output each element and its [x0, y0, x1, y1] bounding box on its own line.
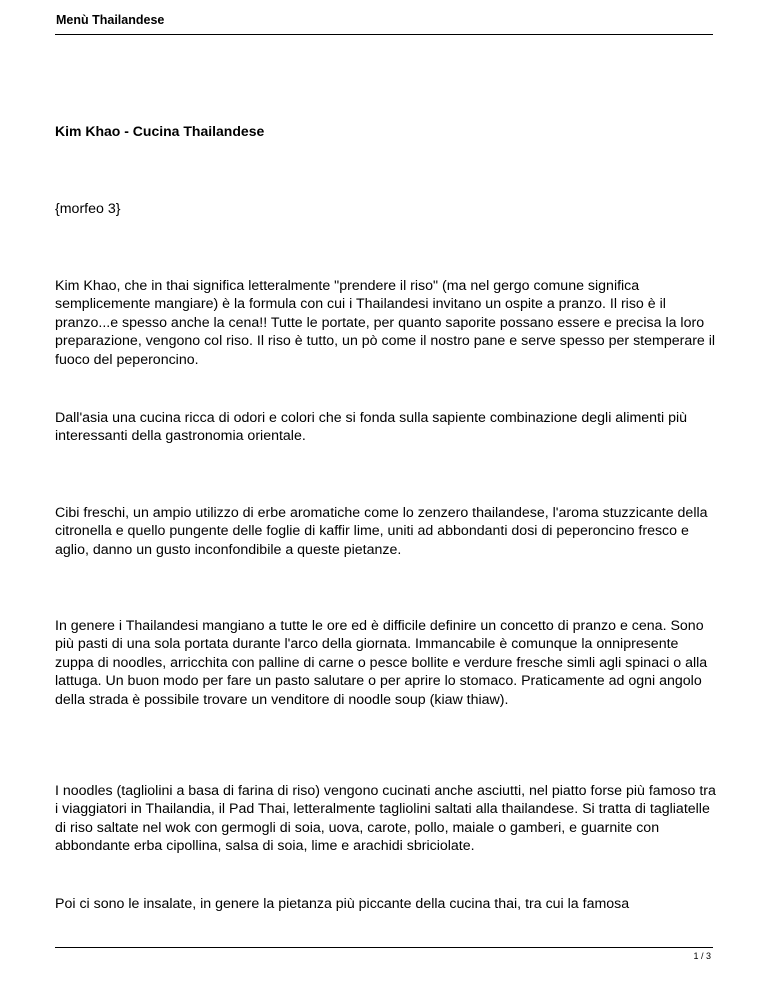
- header-divider: [55, 34, 713, 35]
- document-title: Kim Khao - Cucina Thailandese: [55, 123, 265, 139]
- footer-divider: [55, 947, 713, 948]
- running-header-title: Menù Thailandese: [56, 13, 165, 27]
- paragraph-3: Cibi freschi, un ampio utilizzo di erbe aromatiche come lo zenzero thailandese, l'aroma stuzzicante della citronella e quello pungente delle foglie di kaffir lime, uniti ad abbondanti dosi di peperoncino fresco e aglio, danno un gusto inconfondibile a queste pietanze.: [55, 505, 708, 558]
- paragraph-5: I noodles (tagliolini a basa di farina di riso) vengono cucinati anche asciutti, nel piatto forse più famoso tra i viaggiatori in Thailandia, il Pad Thai, letteralmente tagliolini saltati alla thailandese. Si tratta di tagliatelle di riso saltate nel wok con germogli di soia, uova, carote, pollo, maiale o gamberi, e guarnite con abbondante erba cipollina, salsa di soia, lime e arachidi sbriciolate.: [55, 783, 716, 855]
- page-number: 1 / 3: [693, 951, 711, 961]
- paragraph-1: Kim Khao, che in thai significa letteralmente "prendere il riso" (ma nel gergo comune significa semplicemente mangiare) è la formula con cui i Thailandesi invitano un ospite a pranzo. Il riso è il pranzo...e spesso anche la cena!! Tutte le portate, per quanto saporite possano essere e precisa la loro preparazione, vengono col riso. Il riso è tutto, un pò come il nostro pane e serve spesso per stemperare il fuoco del peperoncino.: [55, 278, 716, 368]
- paragraph-2: Dall'asia una cucina ricca di odori e colori che si fonda sulla sapiente combinazione degli alimenti più interessanti della gastronomia orientale.: [55, 410, 688, 445]
- morfeo-tag: {morfeo 3}: [55, 201, 121, 217]
- paragraph-6: Poi ci sono le insalate, in genere la pietanza più piccante della cucina thai, tra cui la famosa: [55, 896, 630, 912]
- paragraph-4: In genere i Thailandesi mangiano a tutte le ore ed è difficile definire un concetto di pranzo e cena. Sono più pasti di una sola portata durante l'arco della giornata. Immancabile è comunque la onnipresente zuppa di noodles, arricchita con palline di carne o pesce bollite e verdure fresche simli agli spinaci o alla lattuga. Un buon modo per fare un pasto salutare o per aprire lo stomaco. Praticamente ad ogni angolo della strada è possibile trovare un venditore di noodle soup (kiaw thiaw).: [55, 618, 708, 708]
